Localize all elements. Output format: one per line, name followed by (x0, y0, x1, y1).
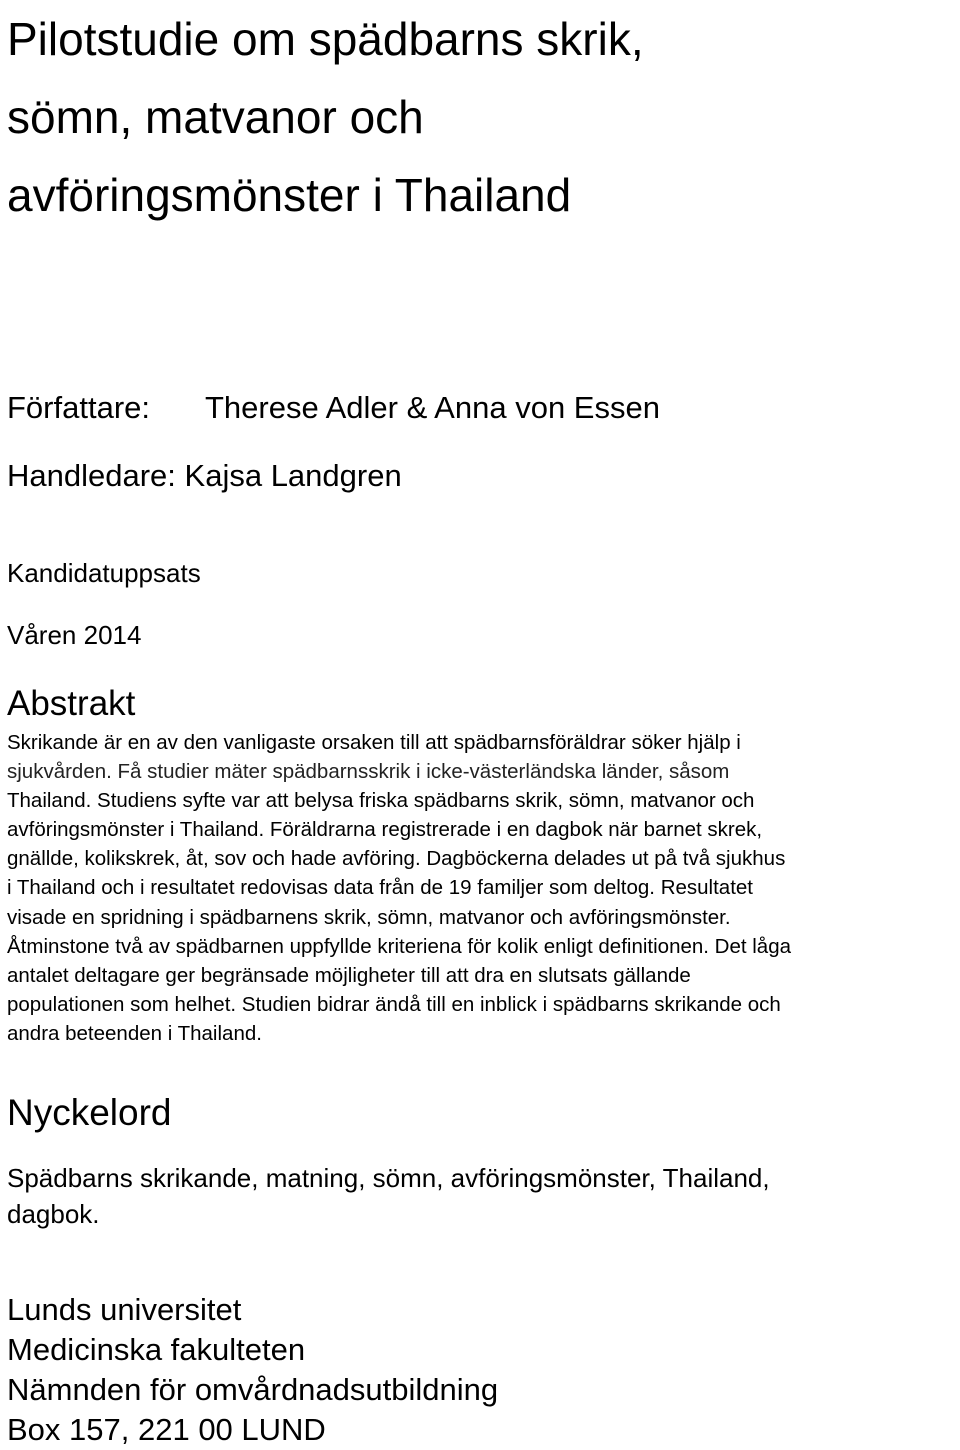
abstract-body (7, 728, 957, 1048)
title-line: sömn, matvanor och (7, 91, 424, 143)
semester: Våren 2014 (7, 620, 142, 650)
supervisor-row (7, 456, 402, 496)
institution-block (7, 1290, 498, 1450)
keywords-line: Spädbarns skrikande, matning, sömn, avföringsmönster, Thailand, (7, 1163, 770, 1193)
title-line: avföringsmönster i Thailand (7, 169, 572, 221)
abstract-line: gnällde, kolikskrek, åt, sov och hade avföring. Dagböckerna delades ut på två sjukhus (7, 847, 786, 871)
abstract-line: visade en spridning i spädbarnens skrik, sömn, matvanor och avföringsmönster. (7, 905, 731, 929)
institution-line: Medicinska fakulteten (7, 1332, 306, 1367)
abstract-line: sjukvården. Få studier mäter spädbarnsskrik i icke-västerländska länder, såsom (7, 760, 730, 784)
supervisor-label: Handledare: (7, 458, 176, 493)
authors-row (7, 388, 660, 428)
abstract-line: populationen som helhet. Studien bidrar ändå till en inblick i spädbarns skrikande och (7, 992, 781, 1016)
authors-value: Therese Adler & Anna von Essen (205, 390, 660, 425)
institution-line: Nämnden för omvårdnadsutbildning (7, 1372, 499, 1407)
abstract-heading: Abstrakt (7, 684, 136, 723)
thesis-type: Kandidatuppsats (7, 558, 201, 588)
abstract-line: Thailand. Studiens syfte var att belysa friska spädbarns skrik, sömn, matvanor och (7, 789, 755, 813)
abstract-line: andra beteenden i Thailand. (7, 1021, 262, 1045)
abstract-line: i Thailand och i resultatet redovisas data från de 19 familjer som deltog. Resultatet (7, 876, 753, 900)
abstract-line: Åtminstone två av spädbarnen uppfyllde kriteriena för kolik enligt definitionen. Det låga (7, 934, 792, 958)
keywords-line: dagbok. (7, 1199, 100, 1229)
abstract-line: avföringsmönster i Thailand. Föräldrarna registrerade i en dagbok när barnet skrek, (7, 818, 763, 842)
keywords-body (7, 1160, 770, 1232)
abstract-line: antalet deltagare ger begränsade möjligheter till att dra en slutsats gällande (7, 963, 691, 987)
institution-line: Lunds universitet (7, 1292, 242, 1327)
keywords-heading: Nyckelord (7, 1092, 172, 1133)
supervisor-value: Kajsa Landgren (184, 458, 402, 493)
title-line: Pilotstudie om spädbarns skrik, (7, 13, 644, 65)
abstract-line: Skrikande är en av den vanligaste orsaken till att spädbarnsföräldrar söker hjälp i (7, 731, 741, 754)
document-title (7, 0, 644, 234)
institution-line: Box 157, 221 00 LUND (7, 1412, 326, 1447)
authors-label: Författare: (7, 390, 150, 425)
